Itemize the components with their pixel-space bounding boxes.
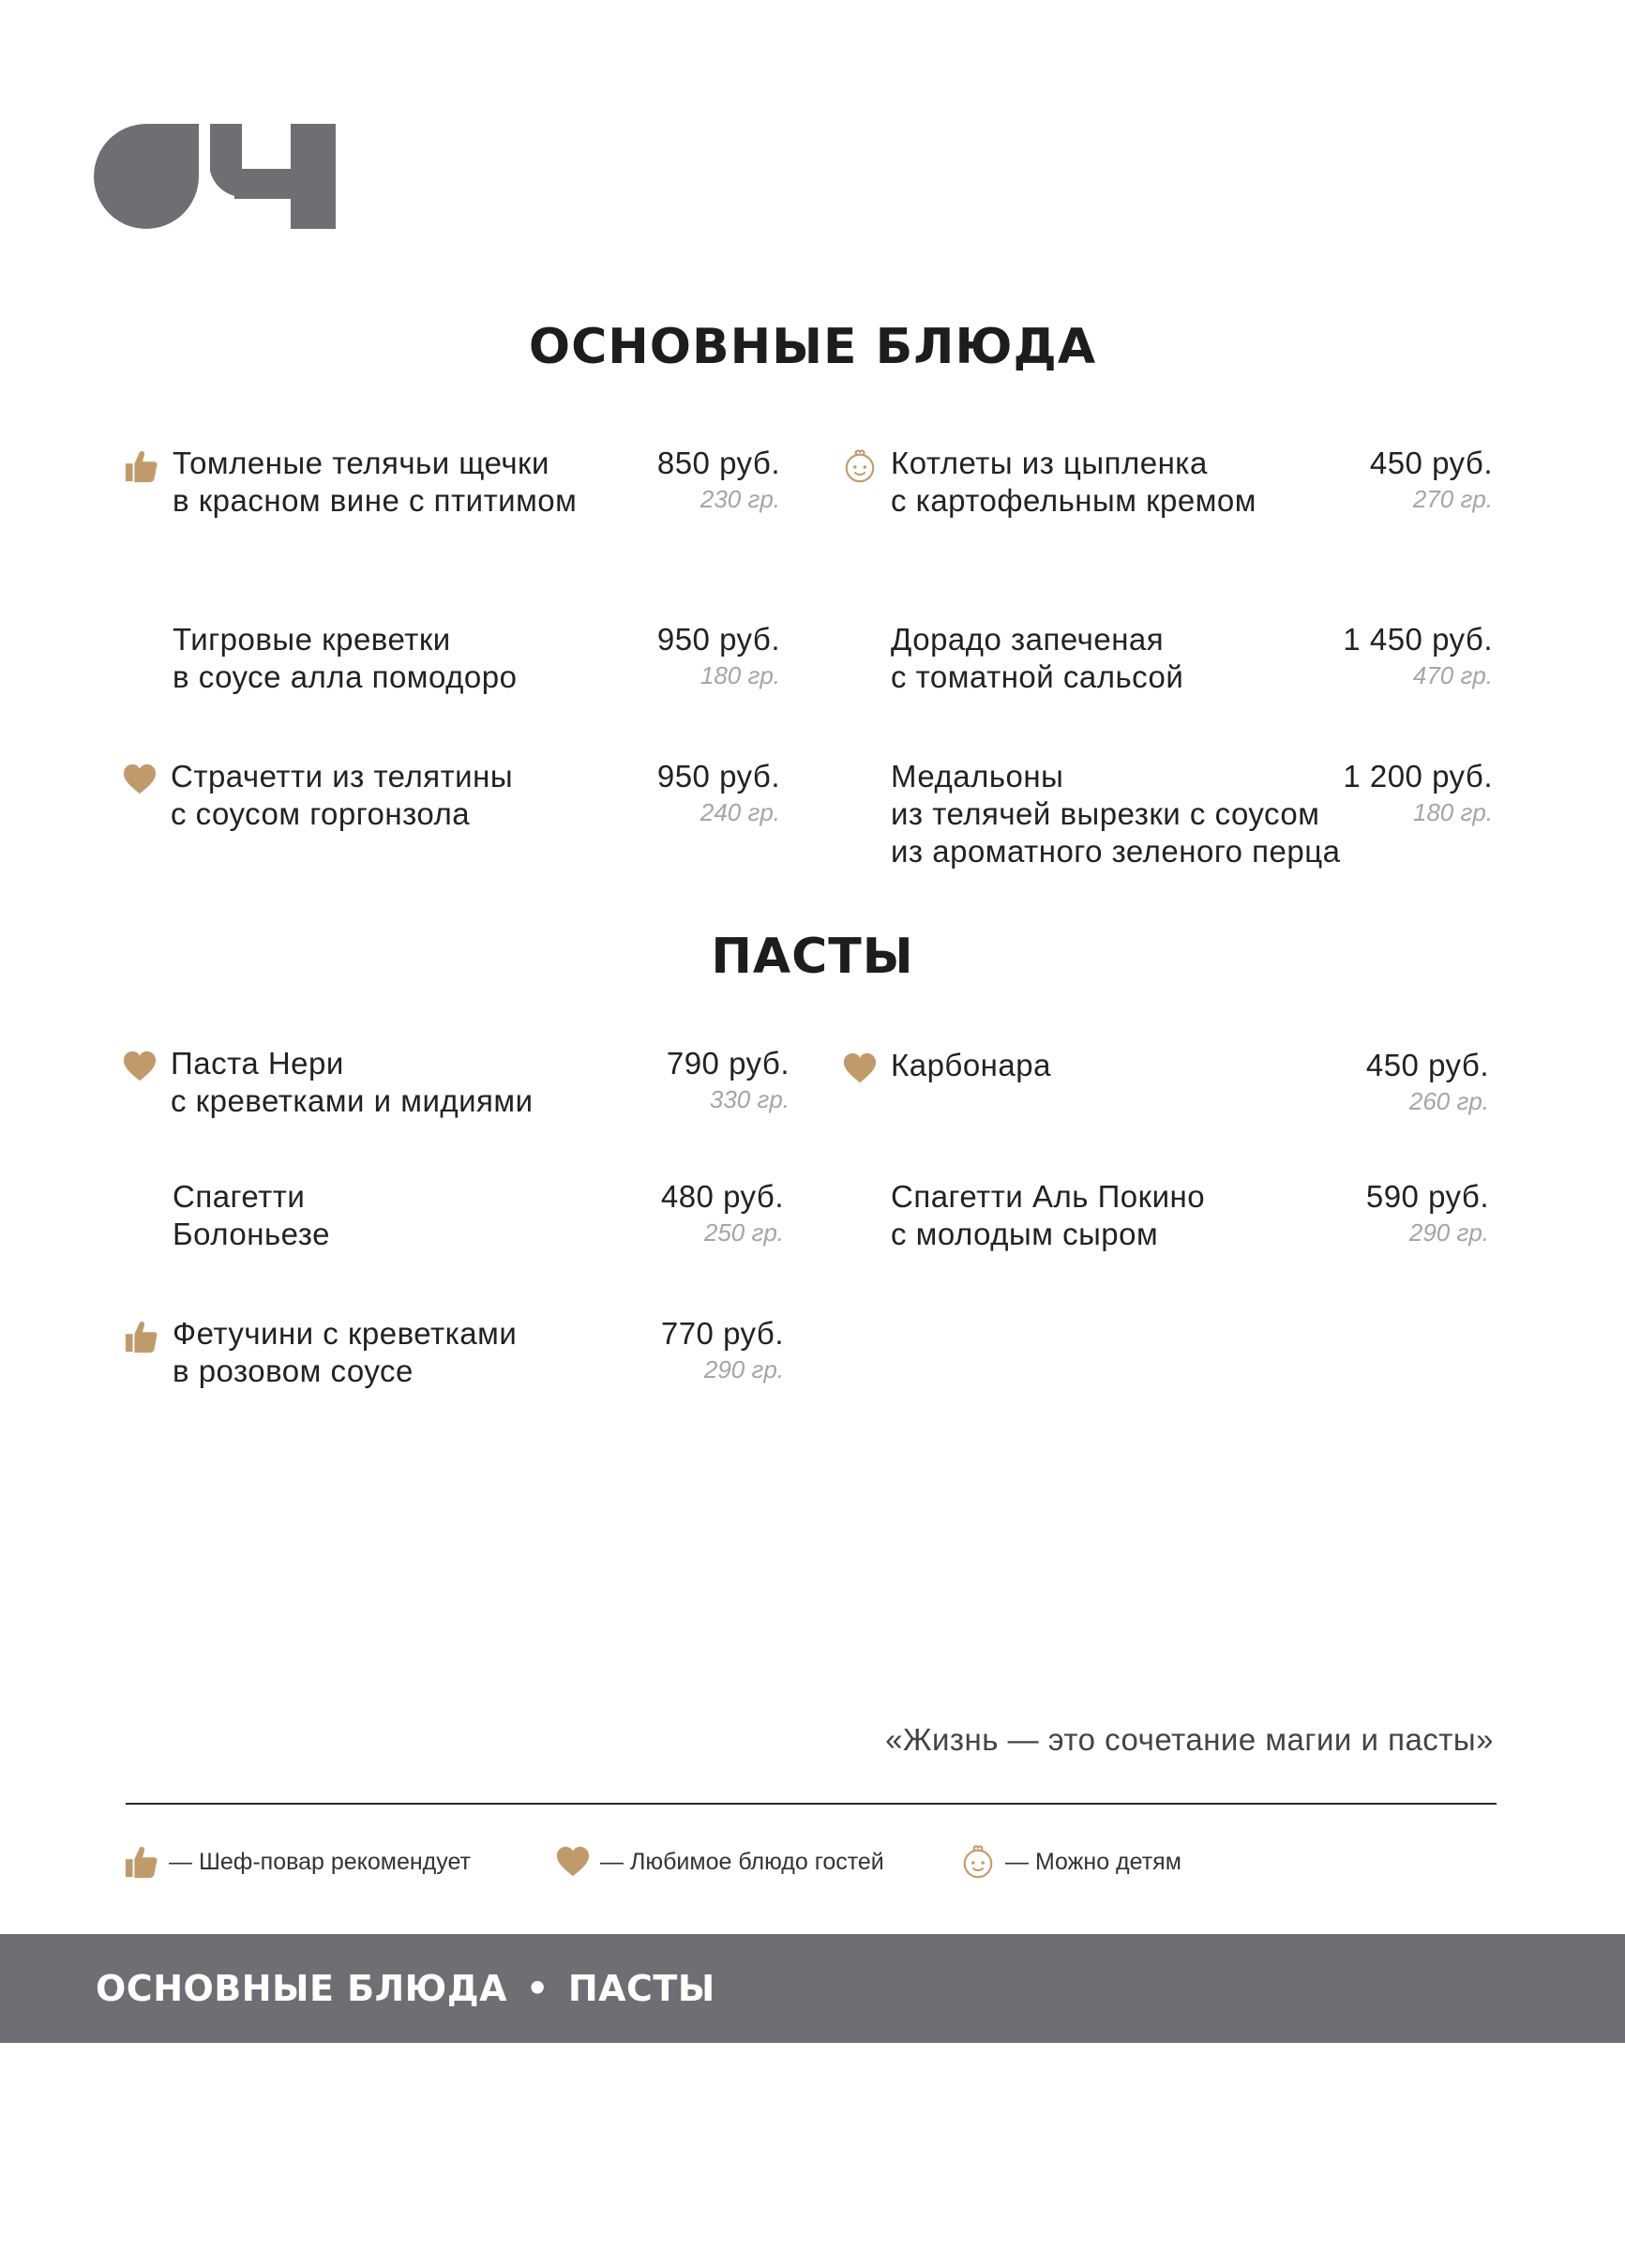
dish-weight: 180 гр. [1412,798,1493,826]
dish-price: 1 450 руб. [1343,622,1493,657]
dish-weight: 260 гр. [1408,1087,1489,1115]
dish-weight: 470 гр. [1412,661,1493,689]
dish-price: 950 руб. [656,622,780,657]
dish-weight: 180 гр. [700,661,780,689]
dish-weight: 230 гр. [700,485,780,513]
legend-chef-recommends [124,1844,471,1880]
dish-weight: 330 гр. [709,1085,790,1113]
child-face-icon [842,448,878,484]
child-face-icon [960,1844,996,1880]
legend-text: — Шеф-повар рекомендует [169,1848,472,1875]
dish-name: Спагетти Болоньезе [173,1179,330,1251]
heart-icon [122,1049,158,1084]
thumbs-up-icon [124,448,159,484]
heart-icon [555,1844,591,1880]
dish-price: 770 руб. [660,1316,784,1351]
dish-name: Медальоны из телячей вырезки с соусом из ароматного зеленого перца [891,759,1341,869]
dish-weight: 250 гр. [703,1218,784,1247]
legend-kids-allowed [960,1844,1181,1880]
dish-weight: 290 гр. [703,1355,784,1383]
menu-quote: «Жизнь — это сочетание магии и пасты» [885,1722,1494,1757]
dish-name: Спагетти Аль Покино с молодым сыром [891,1179,1206,1251]
restaurant-logo [94,124,338,229]
dish-price: 590 руб. [1365,1179,1489,1214]
legend-text: — Можно детям [1005,1848,1181,1875]
dish-name: Котлеты из цыпленка с картофельным кремом [891,446,1256,518]
dish-weight: 270 гр. [1412,485,1493,513]
dish-name: Паста Нери с креветками и мидиями [171,1046,534,1118]
dish-name: Фетучини с креветками в розовом соусе [173,1316,518,1388]
dish-price: 790 руб. [666,1046,790,1081]
footer-section-pasta: ПАСТЫ [567,1968,715,2009]
dish-weight: 290 гр. [1408,1218,1489,1247]
footer-band [0,1934,1625,2043]
divider [126,1803,1497,1805]
dish-price: 450 руб. [1365,1048,1489,1082]
footer-section-mains: ОСНОВНЫЕ БЛЮДА [96,1968,508,2009]
thumbs-up-icon [124,1319,159,1354]
heart-icon [122,762,158,797]
heart-icon [842,1051,878,1086]
dish-price: 950 руб. [656,759,780,794]
dish-price: 850 руб. [656,446,780,480]
footer-separator: • [526,1968,549,2009]
section-title-mains: ОСНОВНЫЕ БЛЮДА [528,319,1097,375]
dish-weight: 240 гр. [700,798,780,826]
thumbs-up-icon [124,1844,159,1880]
dish-name: Карбонара [891,1048,1051,1082]
dish-price: 480 руб. [660,1179,784,1214]
section-title-pasta: ПАСТЫ [711,929,914,985]
dish-price: 1 200 руб. [1343,759,1493,794]
dish-price: 450 руб. [1369,446,1493,480]
dish-name: Дорадо запеченая с томатной сальсой [891,622,1184,694]
dish-name: Страчетти из телятины с соусом горгонзола [171,759,514,831]
legend-text: — Любимое блюдо гостей [600,1848,884,1875]
legend-guest-favorite [555,1844,884,1880]
dish-name: Томленые телячьи щечки в красном вине с птитимом [173,446,578,518]
dish-name: Тигровые креветки в соусе алла помодоро [173,622,518,694]
